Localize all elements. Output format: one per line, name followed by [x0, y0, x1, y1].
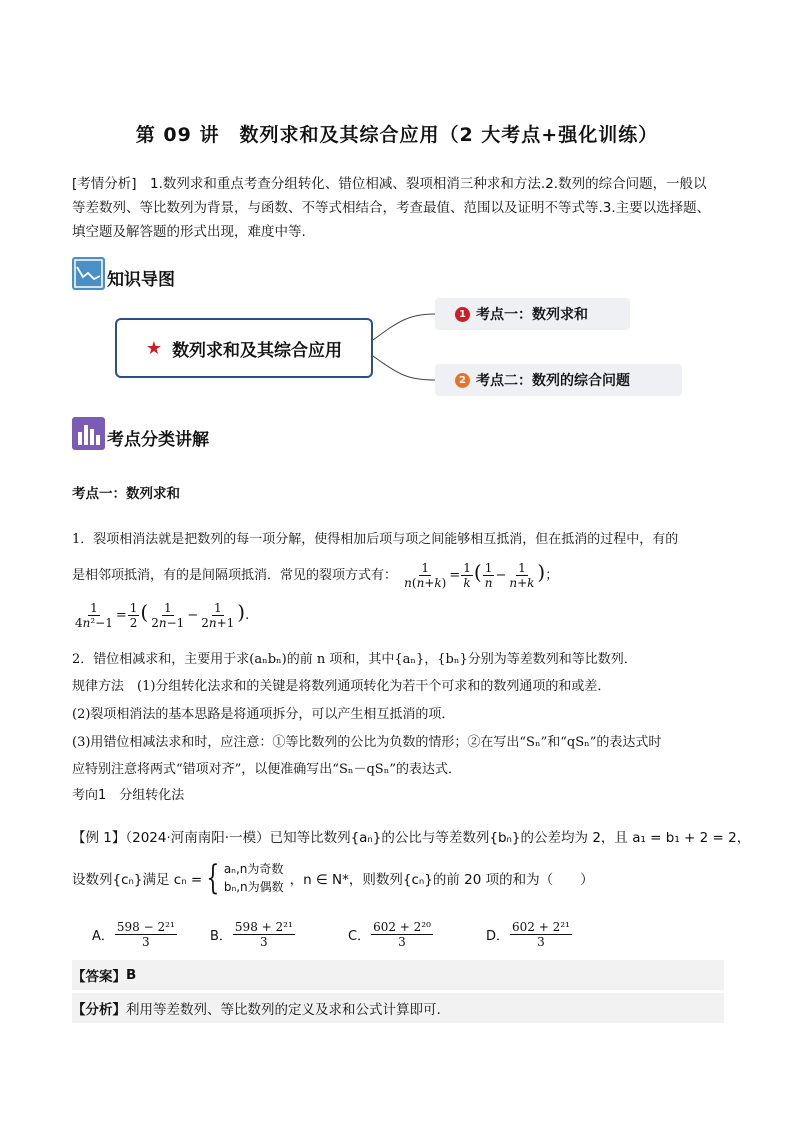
case-text: bₙ,n为偶数: [223, 880, 284, 894]
content-line: 应特别注意将两式“错项对齐”，以便准确写出“Sₙ－qSₙ”的表达式．: [72, 762, 461, 777]
formula-fraction: $\frac{1}{n+k}$: [509, 561, 535, 590]
section-label: 知识导图: [107, 270, 175, 290]
mindmap-root-label: 数列求和及其综合应用: [172, 340, 343, 361]
answer-value: B: [126, 967, 137, 983]
option-fraction: [371, 920, 433, 949]
option-num: 598 − 2²¹: [116, 920, 175, 934]
star-icon: ★: [145, 337, 163, 359]
analysis-label: 【分析】: [72, 1002, 126, 1018]
section-label: 考点分类讲解: [107, 430, 209, 450]
case-text: aₙ,n为奇数: [223, 862, 284, 876]
content-line: (3)用错位相减法求和时，应注意：①等比数列的公比为负数的情形；②在写出“Sₙ”和“qSₙ”的表达式时: [72, 735, 662, 750]
option-fraction: [510, 920, 572, 949]
exam-analysis-line: 等差数列、等比数列为背景，与函数、不等式相结合，考查最值、范围以及证明不等式等.3.主要以选择题、: [72, 200, 711, 216]
mindmap-node-topic1: [435, 298, 630, 330]
option-den: 3: [398, 935, 406, 949]
option-den: 3: [537, 935, 545, 949]
mindmap-node-topic2: [435, 364, 682, 396]
content-line: $\frac{1}{\text{4n²−1}}$ = $\frac{1}{2}$ ( $\frac{1}{2n-1}$ − $\frac{1}{2n+1}$ ).: [75, 600, 250, 630]
topic-title: 考点一：数列求和: [72, 486, 180, 502]
option-fraction: [233, 920, 295, 949]
option-a[interactable]: [92, 920, 178, 949]
formula-fraction: $\frac{1}{2}$: [129, 601, 138, 630]
content-line: 规律方法 (1)分组转化法求和的关键是将数列通项转化为若干个可求和的数列通项的和或差．: [72, 679, 611, 694]
option-label: B．: [210, 929, 232, 944]
content-line: (2)裂项相消法的基本思路是将通项拆分，可以产生相互抵消的项．: [72, 707, 455, 722]
option-label: D．: [486, 929, 510, 944]
formula-fraction: $\frac{1}{k}$: [463, 561, 471, 590]
option-num: 602 + 2²¹: [512, 920, 570, 934]
piecewise-cases: [224, 860, 284, 896]
brace: {: [206, 858, 220, 898]
page-title: 第 09 讲 数列求和及其综合应用（2 大考点+强化训练）: [135, 124, 659, 146]
option-label: C．: [348, 929, 371, 944]
content-line: 是相邻项抵消，有的是间隔项抵消．常见的裂项方式有： $\frac{1}{n(n+k)}$ = $\frac{1}{k}$ ( $\frac{1}{n}$ − $\frac{1}{n+k}$ )；: [72, 560, 559, 590]
bar-chart-icon: [72, 417, 105, 450]
section-topic-explanation: [72, 416, 209, 450]
exam-analysis-line: [考情分析] 1.数列求和重点考查分组转化、错位相减、裂项相消三种求和方法.2.数列的综合问题，一般以: [72, 176, 707, 192]
option-num: 602 + 2²⁰: [373, 920, 431, 934]
option-den: 3: [142, 935, 150, 949]
option-den: 3: [260, 935, 268, 949]
example-line: 【例 1】（2024·河南南阳·一模）已知等比数列{aₙ}的公比与等差数列{bₙ}的公差均为 2，且 a₁ = b₁ + 2 = 2，: [72, 830, 751, 846]
content-line: 1．裂项相消法就是把数列的每一项分解，使得相加后项与项之间能够相互抵消，但在抵消的过程中，有的: [72, 532, 679, 547]
example-line: [72, 860, 724, 896]
content-line: 2．错位相减求和，主要用于求(aₙbₙ)的前 n 项和，其中{aₙ}，{bₙ}分别为等差数列和等比数列．: [72, 652, 637, 667]
formula-fraction: $\frac{1}{n(n+k)}$: [404, 561, 447, 590]
answer-bar: [72, 960, 724, 990]
formula-fraction: $\frac{1}{2n+1}$: [201, 601, 235, 630]
formula-fraction: $\frac{1}{2n-1}$: [151, 601, 185, 630]
number-badge: 1: [455, 307, 470, 322]
option-b[interactable]: [210, 920, 296, 949]
formula-fraction: $\frac{1}{n}$: [484, 561, 493, 590]
option-num: 598 + 2²¹: [234, 920, 293, 934]
mindmap-node-label: 考点一：数列求和: [476, 307, 588, 323]
mindmap-node-label: 考点二：数列的综合问题: [476, 373, 630, 389]
option-label: A．: [92, 929, 114, 944]
content-text: 是相邻项抵消，有的是间隔项抵消．常见的裂项方式有：: [72, 568, 398, 583]
analysis-text: 利用等差数列、等比数列的定义及求和公式计算即可.: [126, 1002, 441, 1018]
content-line: 考向1 分组转化法: [72, 788, 185, 803]
option-c[interactable]: [348, 920, 434, 949]
mindmap-root: [115, 318, 373, 378]
formula-fraction: $\frac{1}{\text{4n²−1}}$: [75, 601, 113, 630]
number-badge: 2: [455, 373, 470, 388]
example-text: ，n ∈ N*，则数列{cₙ}的前 20 项的和为（ ）: [289, 872, 594, 888]
example-text: 设数列{cₙ}满足 cₙ =: [72, 872, 203, 888]
option-d[interactable]: [486, 920, 573, 949]
answer-label: 【答案】: [72, 969, 126, 985]
exam-analysis-line: 填空题及解答题的形式出现，难度中等.: [72, 224, 306, 240]
analysis-bar: [72, 993, 724, 1023]
option-fraction: [115, 920, 177, 949]
